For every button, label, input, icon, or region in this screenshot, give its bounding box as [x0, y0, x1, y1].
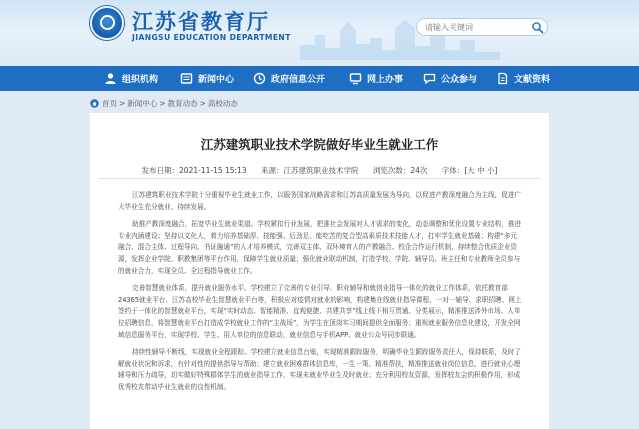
nav-label: 文献资料 [514, 75, 551, 85]
breadcrumb-separator: > [119, 98, 126, 108]
site-header [0, 0, 639, 60]
service-icon [349, 72, 362, 85]
site-subtitle: JIANGSU EDUCATION DEPARTMENT [132, 33, 291, 42]
breadcrumb-separator: > [199, 98, 206, 108]
home-icon [90, 99, 99, 108]
nav-label: 新闻中心 [198, 75, 235, 85]
nav-label: 组织机构 [122, 75, 159, 85]
nav-item-online-service[interactable] [349, 66, 403, 91]
divider [98, 178, 541, 179]
site-title: 江苏省教育厅 [132, 10, 270, 34]
article-paragraph: 完善智慧就业体系，提升就业服务水平。学校建立了完善的专业引导、职业辅导和就创业指导一体化的就业工作体系，依托教育部24365就业平台、江苏高校毕业生智慧就业平台等，积极应对疫情对就业的影响，构建集在线就业指导课程、一对一辅导、求职招聘、网上签约于一体化的智慧就业平台，实现“实时动态、智能精准、直观便捷、共建共享”线上线下相互贯通、分类展示，精准推送涉外市场、人单位招聘信息，将智慧就业平台打造成学校就业工作的“主战场”，为学生在顶岗实习期间提供全面服务；重视就业服务信息化建设，开发全网域信息服务平台，实现学校、学生、用人单位的信息联动，就业信息与手机APP、就业公众号同步联通。 [118, 284, 522, 339]
nav-label: 网上办事 [367, 75, 404, 85]
breadcrumb-university[interactable]: 高校动态 [207, 98, 238, 108]
nav-item-gov-info[interactable] [253, 66, 325, 91]
breadcrumb-education[interactable]: 教育动态 [167, 98, 198, 108]
nav-item-organization[interactable] [104, 66, 158, 91]
article-paragraph: 持续性辅导不断线，实现就业全程跟踪。学校建立就业信息台账，实现精准跟踪服务，明确毕业生跟踪服务责任人，保持联系，及时了解就业状况和诉求，有针对性的提供指导与帮助；建立就业困难群体信息库，一生一策、精准帮扶，精准推送就业岗位信息，进行就业心理辅导和压力疏导，切实做好特殊群体学生的就业指导工作，实现未就业毕业生及时就业；充分利用校友资源，发挥校友会的积极作用，形成优秀校友带动毕业生就业的良性机制。 [118, 348, 522, 391]
main-nav [0, 66, 639, 91]
article-meta [90, 165, 549, 176]
nav-item-news[interactable] [180, 66, 234, 91]
breadcrumb-news[interactable]: 新闻中心 [127, 98, 158, 108]
document-icon [496, 72, 509, 85]
government-icon [253, 72, 266, 85]
article-panel [90, 113, 549, 429]
nav-item-documents[interactable] [496, 66, 550, 91]
view-count: 浏览次数：24次 [372, 166, 428, 175]
nav-label: 政府信息公开 [271, 75, 326, 85]
search-box [416, 18, 548, 36]
breadcrumb-separator: > [159, 98, 166, 108]
nav-item-public-participation[interactable] [423, 66, 477, 91]
emblem-logo [90, 6, 124, 40]
search-icon[interactable] [531, 21, 544, 34]
article-title: 江苏建筑职业技术学院做好毕业生就业工作 [200, 137, 439, 152]
search-input[interactable] [425, 21, 525, 34]
publish-time: 发布日期：2021-11-15 15:13 [141, 166, 247, 175]
breadcrumb-home[interactable]: 首页 [102, 98, 117, 108]
font-size-options[interactable]: [大 中 小] [464, 166, 498, 175]
article-body [118, 190, 522, 400]
article-paragraph: 助推产教深度融合，拓宽毕业生就业渠道。学校紧扣行业发展，把准社会发展对人才需求的变化，动态调整和优化设置专业结构，推进专业内涵建设；坚持以文化人，着力培养基础厚、技能强、后劲足、能吃苦的复合型高素质技术技能人才，打牢学生就业基础；构建“多元融合、混合主体、过程导向、书证融通”的人才培养模式，完善双主体、双环境育人的产教融合、校企合作运行机制，持续整合优质企业资源，发挥企业学院、职教集团等平台作用，保障学生就业质量；强化就业联动机制，打造学校、学院、辅导员、班主任和专业教师全员参与的就业合力，实现全员、全过程指导就业工作。 [118, 220, 522, 275]
nav-label: 公众参与 [441, 75, 478, 85]
article-source: 来源：江苏建筑职业技术学院 [261, 166, 359, 175]
people-icon [104, 72, 117, 85]
chat-icon [423, 72, 436, 85]
news-icon [180, 72, 193, 85]
font-size-control [442, 166, 498, 175]
font-size-label: 字体： [441, 166, 465, 175]
article-paragraph: 江苏建筑职业技术学院十分重视毕业生就业工作，以服务国家战略需求和江苏高质量发展为导向，以促进产教深度融合为主线，促进广大毕业生充分就业、持续发展。 [118, 191, 522, 211]
breadcrumb [90, 97, 238, 109]
